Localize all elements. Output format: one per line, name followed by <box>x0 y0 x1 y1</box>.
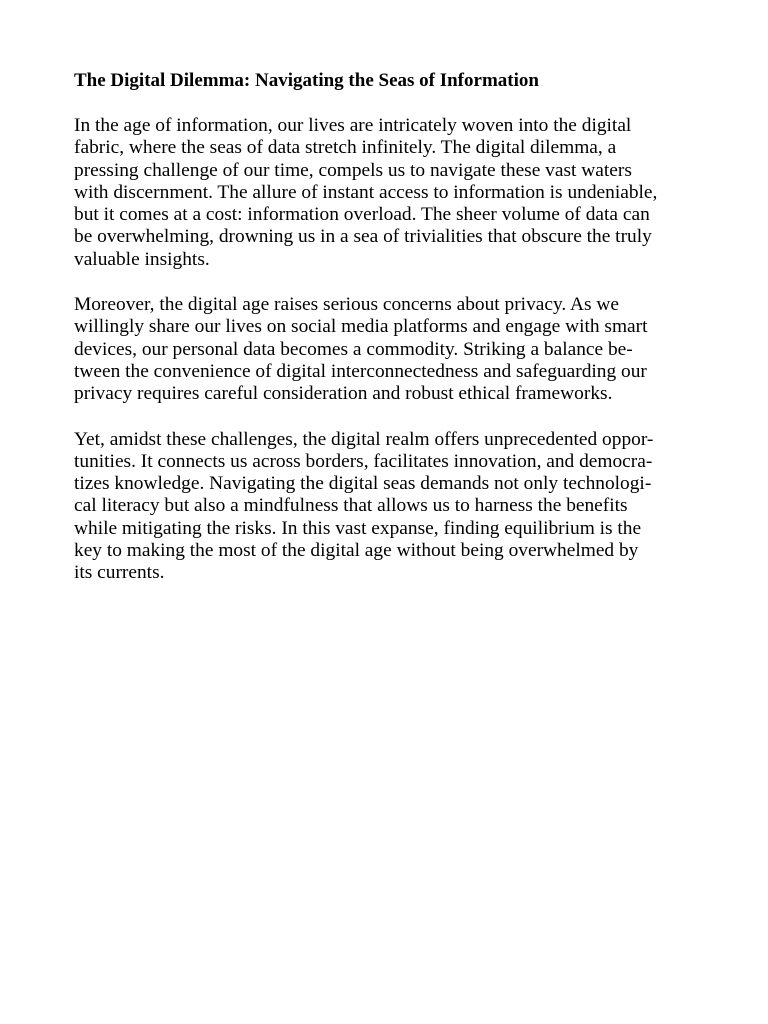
paragraph-line: fabric, where the seas of data stretch infinitely. The digital dilemma, a <box>74 137 617 159</box>
document-title: The Digital Dilemma: Navigating the Seas of Information <box>74 70 539 91</box>
paragraph-line: be overwhelming, drowning us in a sea of trivialities that obscure the truly <box>74 226 652 248</box>
paragraph-line: tween the convenience of digital interconnectedness and safeguarding our <box>74 360 647 382</box>
paragraph-line: tunities. It connects us across borders, facilitates innovation, and democra- <box>74 450 653 472</box>
paragraph-line: pressing challenge of our time, compels us to navigate these vast waters <box>74 159 632 181</box>
paragraph-line: In the age of information, our lives are intricately woven into the digital <box>74 115 632 136</box>
paragraph-line: Moreover, the digital age raises serious concerns about privacy. As we <box>74 294 620 316</box>
paragraph-line: tizes knowledge. Navigating the digital seas demands not only technologi- <box>74 473 652 495</box>
document-body <box>74 70 704 585</box>
paragraph-line: its currents. <box>74 562 165 584</box>
paragraph-line: privacy requires careful consideration and robust ethical frameworks. <box>74 383 613 405</box>
paragraph-line: while mitigating the risks. In this vast expanse, finding equilibrium is the <box>74 517 642 539</box>
paragraph-line: devices, our personal data becomes a commodity. Striking a balance be- <box>74 338 633 360</box>
paragraph-line: valuable insights. <box>74 248 210 270</box>
paragraph-line: willingly share our lives on social media platforms and engage with smart <box>74 316 648 338</box>
paragraph-2 <box>74 294 704 405</box>
paragraph-line: cal literacy but also a mindfulness that allows us to harness the benefits <box>74 495 628 517</box>
paragraph-line: with discernment. The allure of instant access to information is undeniable, <box>74 181 658 203</box>
paragraph-line: Yet, amidst these challenges, the digital realm offers unprecedented oppor- <box>74 428 654 450</box>
paragraph-line: key to making the most of the digital age without being overwhelmed by <box>74 540 639 562</box>
paragraph-1 <box>74 115 704 271</box>
paragraph-line: but it comes at a cost: information overload. The sheer volume of data can <box>74 204 650 226</box>
paragraph-3 <box>74 429 704 585</box>
